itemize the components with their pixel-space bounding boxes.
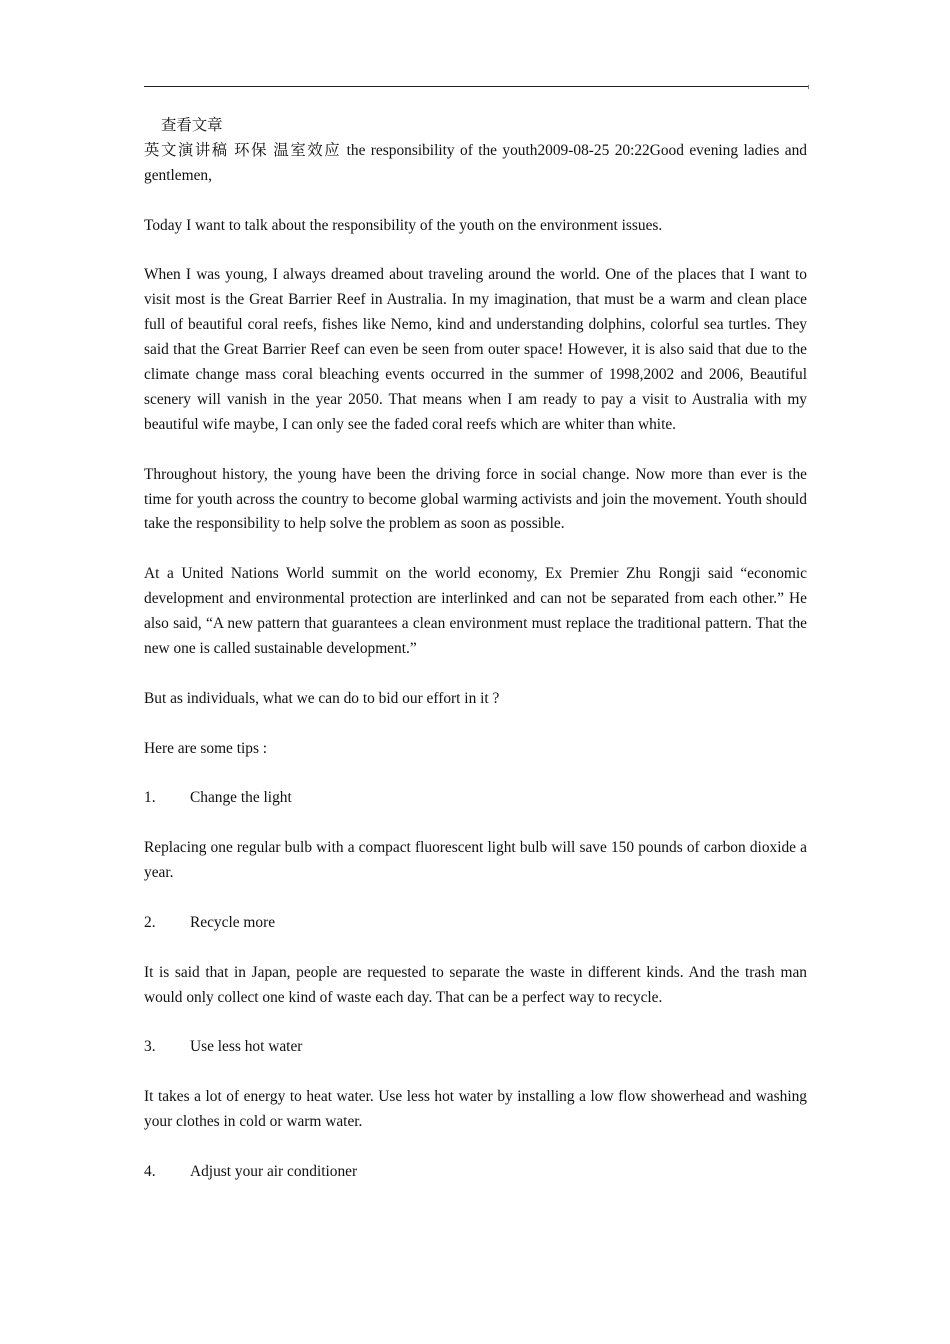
header-rule-tick	[808, 85, 809, 89]
tip-number: 2.	[144, 913, 156, 931]
tip-body: It takes a lot of energy to heat water. Use less hot water by installing a low flow showerhead and washing your clothes in cold or warm water.	[144, 1088, 807, 1131]
paragraph: Here are some tips :	[144, 739, 268, 757]
paragraph: Today I want to talk about the responsibility of the youth on the environment issues.	[144, 216, 663, 234]
tip-heading	[144, 1035, 807, 1060]
tip-heading	[144, 911, 807, 936]
paragraph: But as individuals, what we can do to bid our effort in it ?	[144, 689, 500, 707]
view-article-label: 查看文章	[161, 117, 223, 134]
paragraph: When I was young, I always dreamed about traveling around the world. One of the places that I want to visit most is the Great Barrier Reef in Australia. In my imagination, that must be a warm and clean place full of beautiful coral reefs, fishes like Nemo, kind and understanding dolphins, colorful sea turtles. They said that the Great Barrier Reef can even be seen from outer space! However, it is also said that due to the climate change mass coral bleaching events occurred in the summer of 1998,2002 and 2006, Beautiful scenery will vanish in the year 2050. That means when I am ready to pay a visit to Australia with my beautiful wife maybe, I can only see the faded coral reefs which are whiter than white.	[144, 266, 807, 433]
document-body	[144, 114, 807, 1210]
tip-title: Use less hot water	[190, 1038, 303, 1056]
tip-number: 1.	[144, 789, 156, 807]
tip-title: Change the light	[190, 789, 292, 807]
tip-title: Adjust your air conditioner	[190, 1162, 358, 1180]
article-title-line: 英文演讲稿 环保 温室效应 the responsibility of the youth2009-08-25 20:22Good evening ladies and gentlemen,	[144, 141, 807, 184]
tip-number: 3.	[144, 1038, 156, 1056]
tip-title: Recycle more	[190, 913, 276, 931]
tip-body: It is said that in Japan, people are requested to separate the waste in different kinds. And the trash man would only collect one kind of waste each day. That can be a perfect way to recycle.	[144, 963, 807, 1006]
tip-body: Replacing one regular bulb with a compact fluorescent light bulb will save 150 pounds of carbon dioxide a year.	[144, 839, 807, 882]
tip-number: 4.	[144, 1162, 156, 1180]
tip-heading	[144, 786, 807, 811]
tip-heading	[144, 1160, 807, 1185]
paragraph: At a United Nations World summit on the world economy, Ex Premier Zhu Rongji said “economic development and environmental protection are interlinked and can not be separated from each other.” He also said, “A new pattern that guarantees a clean environment must replace the traditional pattern. That the new one is called sustainable development.”	[144, 565, 807, 657]
paragraph: Throughout history, the young have been the driving force in social change. Now more than ever is the time for youth across the country to become global warming activists and join the movement. Youth should take the responsibility to help solve the problem as soon as possible.	[144, 465, 807, 533]
header-rule	[144, 86, 809, 87]
